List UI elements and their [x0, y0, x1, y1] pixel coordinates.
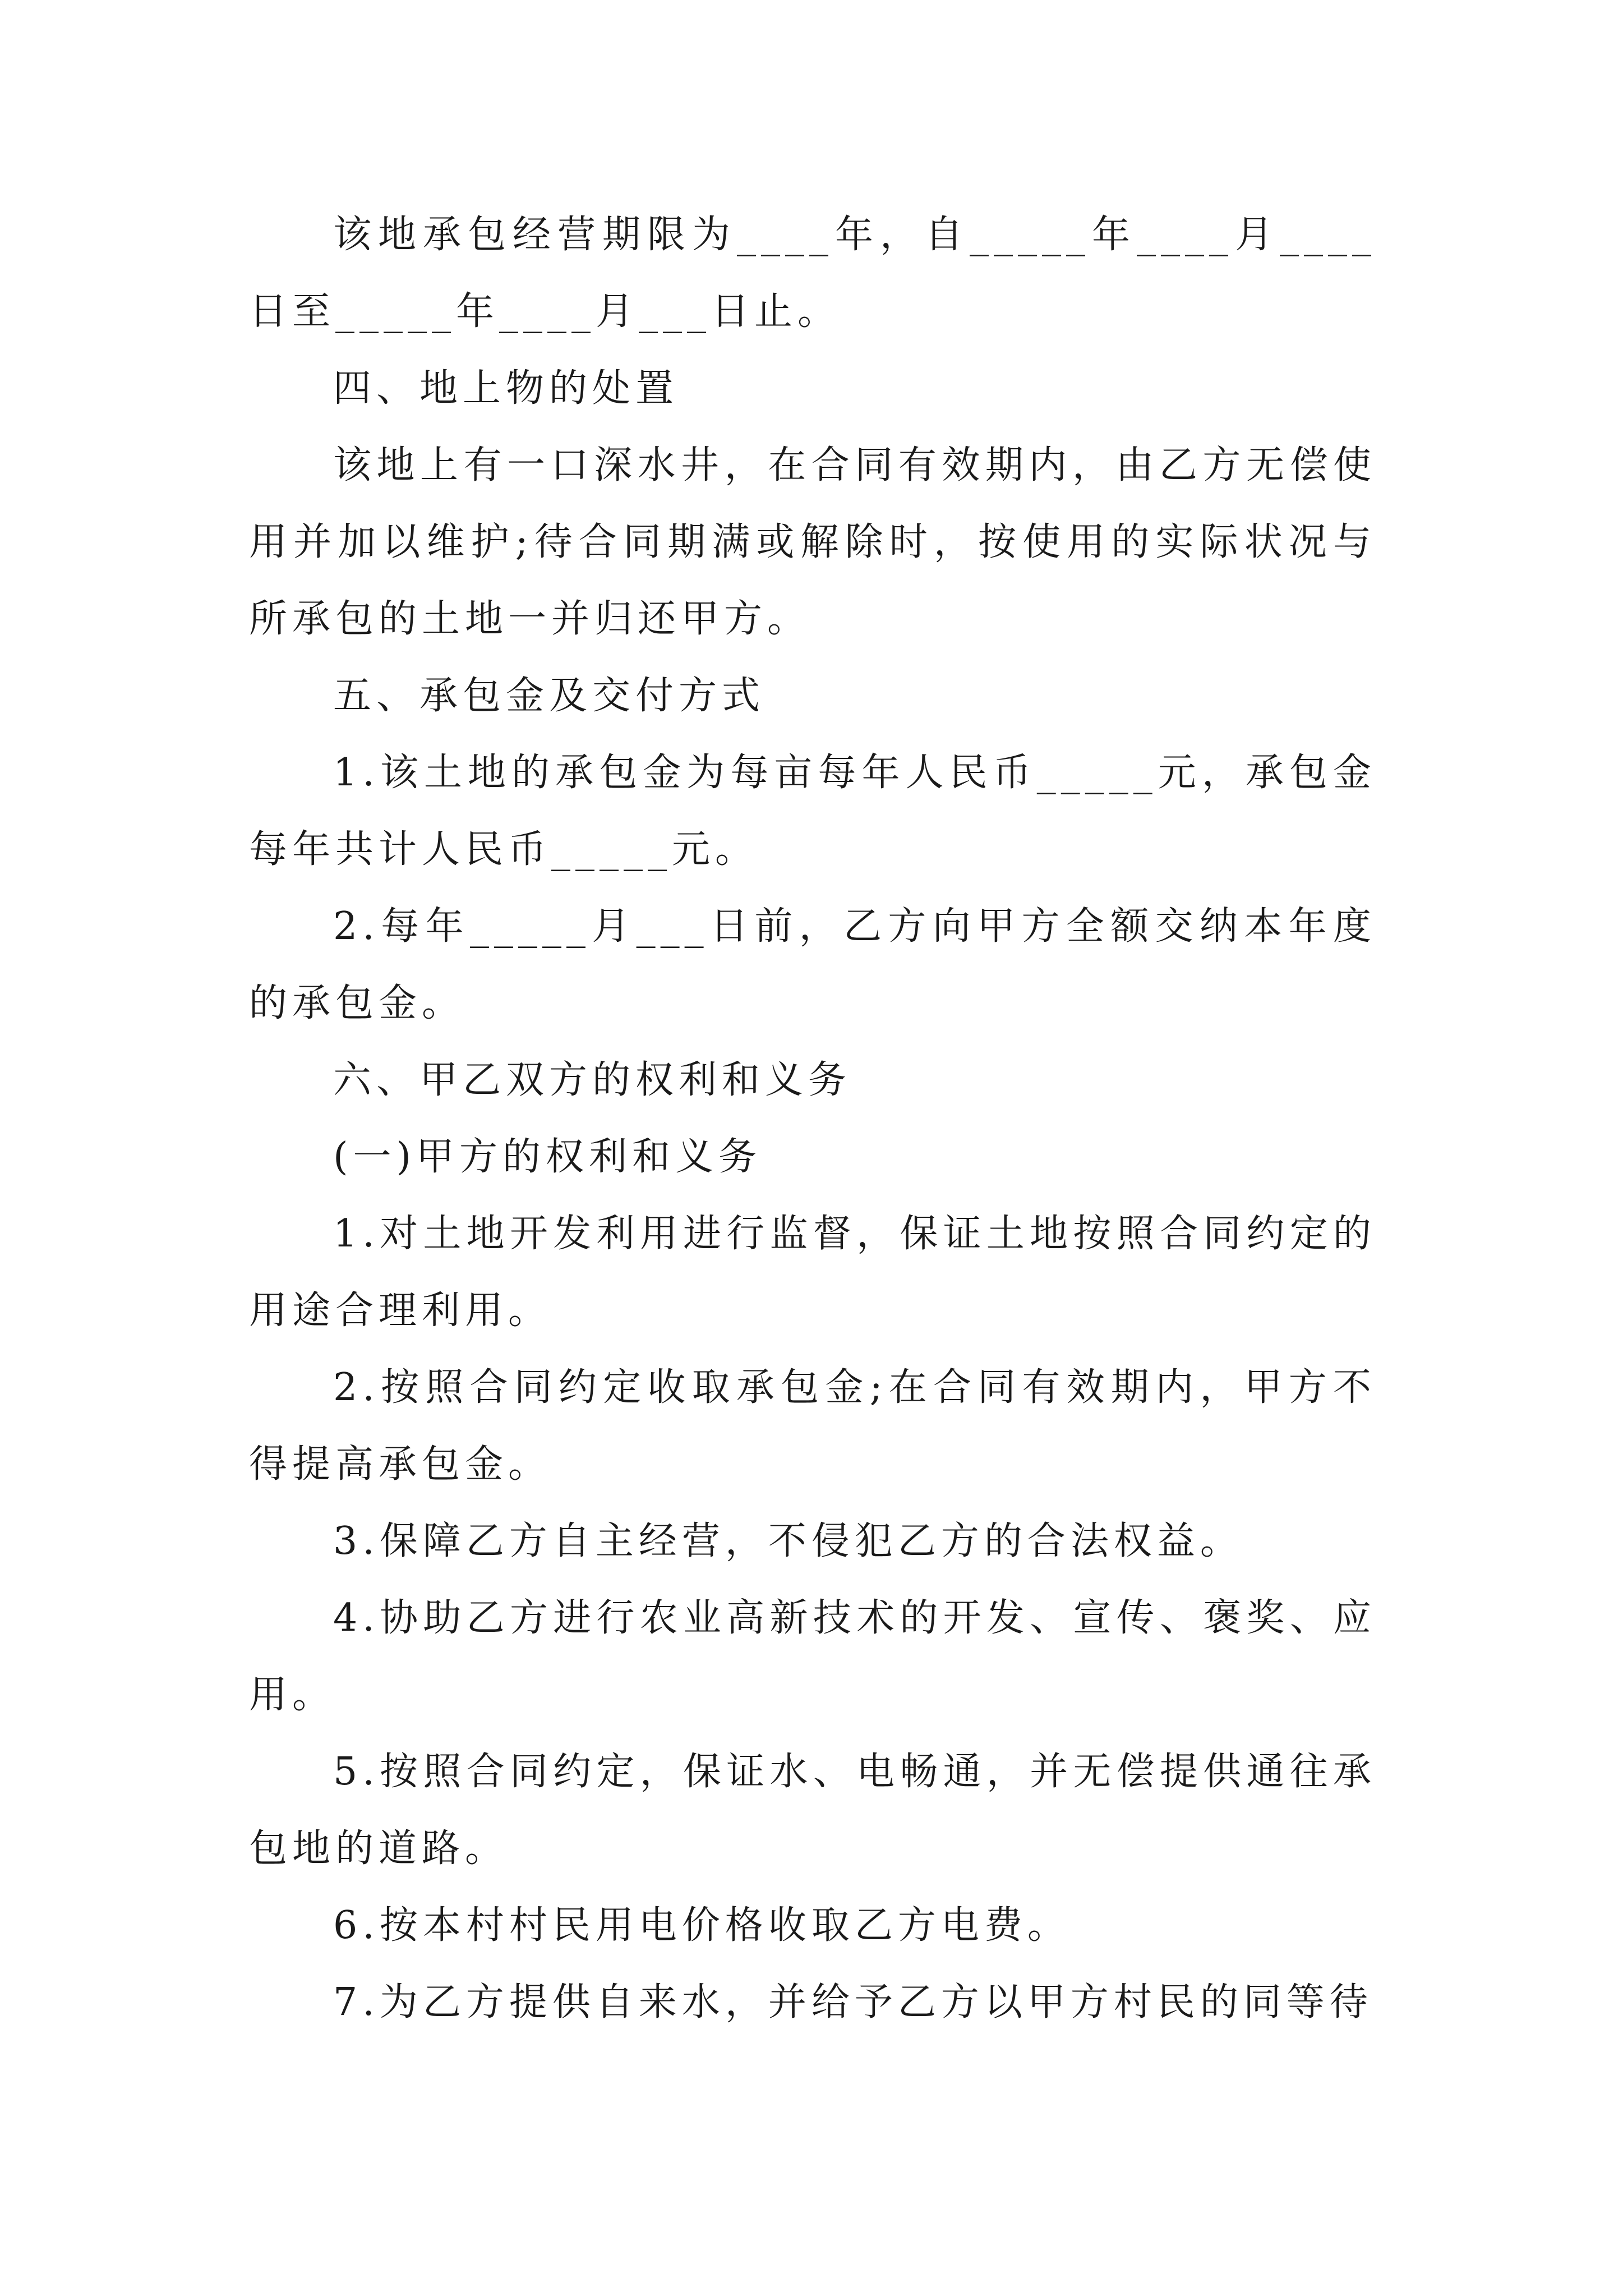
subheading-party-a: (一)甲方的权利和义务: [333, 1135, 762, 1179]
paragraph-party-a-item-3: 3.保障乙方自主经营，不侵犯乙方的合法权益。: [333, 1519, 1243, 1563]
paragraph-party-a-item-4: 4.协助乙方进行农业高新技术的开发、宣传、褒奖、应用。: [249, 1596, 1376, 1717]
heading-section-6: 六、甲乙双方的权利和义务: [333, 1058, 852, 1102]
paragraph-party-a-item-2: 2.按照合同约定收取承包金;在合同有效期内，甲方不得提高承包金。: [249, 1365, 1376, 1487]
paragraph-water-well: 该地上有一口深水井，在合同有效期内，由乙方无偿使用并加以维护;待合同期满或解除时，按使用的实际状况与所承包的土地一并归还甲方。: [249, 443, 1376, 641]
paragraph-party-a-item-6: 6.按本村村民用电价格收取乙方电费。: [333, 1903, 1071, 1948]
paragraph-fee-deadline: 2.每年_____月___日前，乙方向甲方全额交纳本年度的承包金。: [249, 904, 1376, 1025]
heading-section-4: 四、地上物的处置: [333, 366, 679, 411]
paragraph-contract-term: 该地承包经营期限为____年，自_____年____月____日至_____年____月___日止。: [249, 213, 1376, 334]
heading-section-5: 五、承包金及交付方式: [333, 674, 766, 718]
paragraph-fee-amount: 1.该土地的承包金为每亩每年人民币_____元，承包金每年共计人民币_____元。: [249, 751, 1376, 872]
paragraph-party-a-item-1: 1.对土地开发利用进行监督，保证土地按照合同约定的用途合理利用。: [249, 1212, 1376, 1333]
paragraph-party-a-item-5: 5.按照合同约定，保证水、电畅通，并无偿提供通往承包地的道路。: [249, 1750, 1376, 1871]
document-body: [249, 196, 1376, 2041]
paragraph-party-a-item-7: 7.为乙方提供自来水，并给予乙方以甲方村民的同等待: [333, 1980, 1373, 2024]
